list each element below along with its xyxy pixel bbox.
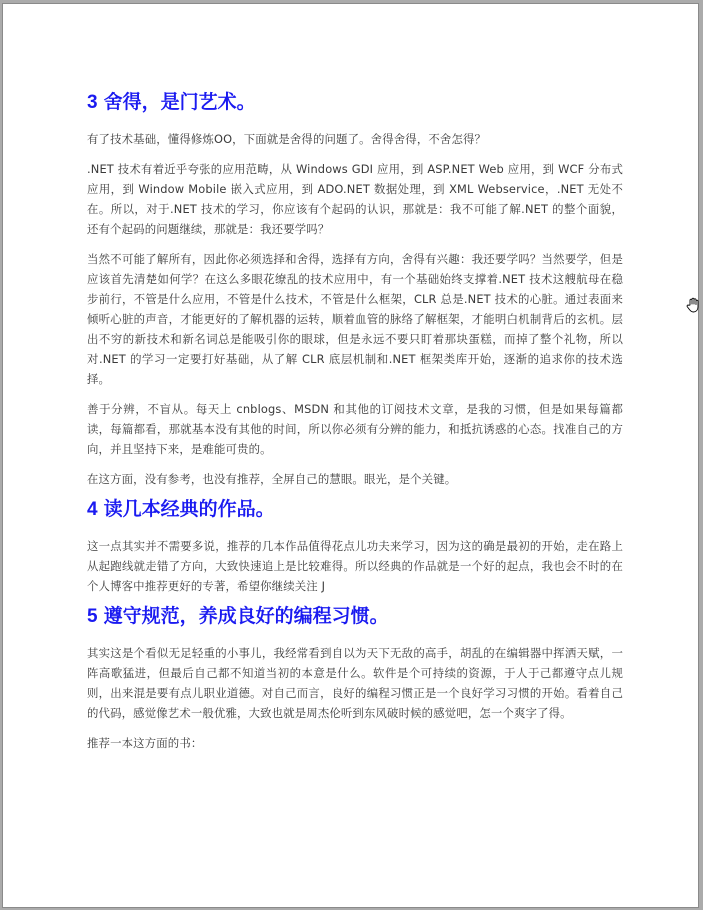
section-heading	[87, 601, 623, 632]
paragraph: 在这方面，没有参考，也没有推荐，全屏自己的慧眼。眼光，是个关键。	[87, 472, 457, 486]
section-number: 3	[87, 92, 98, 113]
paragraph: 善于分辨，不盲从。每天上 cnblogs、MSDN 和其他的订阅技术文章，是我的习惯，但是如果每篇都读，每篇都看，那就基本没有其他的时间，所以你必须有分辨的能力，和抵抗诱惑的心态。找准自己的方向，并且坚持下来，是难能可贵的。	[87, 402, 623, 456]
paragraph: 其实这是个看似无足轻重的小事儿，我经常看到自以为天下无敌的高手，胡乱的在编辑器中挥洒天赋，一阵高歌猛进，但最后自己都不知道当初的本意是什么。软件是个可持续的资源，于人于己都遵守点儿规则，出来混是要有点儿职业道德。对自己而言，良好的编程习惯正是一个良好学习习惯的开始。看着自己的代码，感觉像艺术一般优雅，大致也就是周杰伦听到东风破时候的感觉吧，怎一个爽字了得。	[87, 646, 623, 720]
section-title: 读几本经典的作品。	[103, 498, 275, 520]
document-page[interactable]	[2, 3, 699, 908]
hand-cursor-icon	[685, 297, 701, 313]
paragraph: 这一点其实并不需要多说，推荐的几本作品值得花点儿功夫来学习，因为这的确是最初的开始，走在路上从起跑线就走错了方向，大致快速追上是比较难得。所以经典的作品就是一个好的起点，我也会不时的在个人博客中推荐更好的专著，希望你继续关注 J	[87, 539, 623, 593]
paragraph: .NET 技术有着近乎夸张的应用范畴，从 Windows GDI 应用，到 ASP.NET Web 应用，到 WCF 分布式应用，到 Window Mobile 嵌入式应用，到 ADO.NET 数据处理，到 XML Webservice，.NET 无处不在。所以，对于.NET 技术的学习，你应该有个起码的认识，那就是：我不可能了解.NET 的整个面貌， 还有个起码的问题继续，那就是：我还要学吗？	[87, 162, 623, 236]
section-title: 遵守规范，养成良好的编程习惯。	[103, 605, 389, 627]
page-content	[87, 87, 623, 753]
paragraph: 当然不可能了解所有，因此你必须选择和舍得，选择有方向，舍得有兴趣：我还要学吗？当然要学，但是应该首先清楚如何学？在这么多眼花缭乱的技术应用中，有一个基础始终支撑着.NET 技术这艘航母在稳步前行，不管是什么应用，不管是什么技术，不管是什么框架，CLR 总是.NET 技术的心脏。通过表面来倾听心脏的声音，才能更好的了解机器的运转，顺着血管的脉络了解框架，才能明白机制背后的玄机。层出不穷的新技术和新名词总是能吸引你的眼球，但是永远不要只盯着那块蛋糕，而掉了整个礼物，所以对.NET 的学习一定要打好基础，从了解 CLR 底层机制和.NET 框架类库开始，逐渐的追求你的技术选择。	[87, 252, 623, 386]
section-title: 舍得，是门艺术。	[103, 91, 256, 113]
section-number: 5	[87, 606, 98, 627]
section-number: 4	[87, 499, 98, 520]
section-heading	[87, 494, 623, 525]
section-heading	[87, 87, 623, 118]
paragraph: 有了技术基础，懂得修炼OO，下面就是舍得的问题了。舍得舍得，不舍怎得？	[87, 132, 487, 146]
paragraph: 推荐一本这方面的书：	[87, 736, 203, 750]
